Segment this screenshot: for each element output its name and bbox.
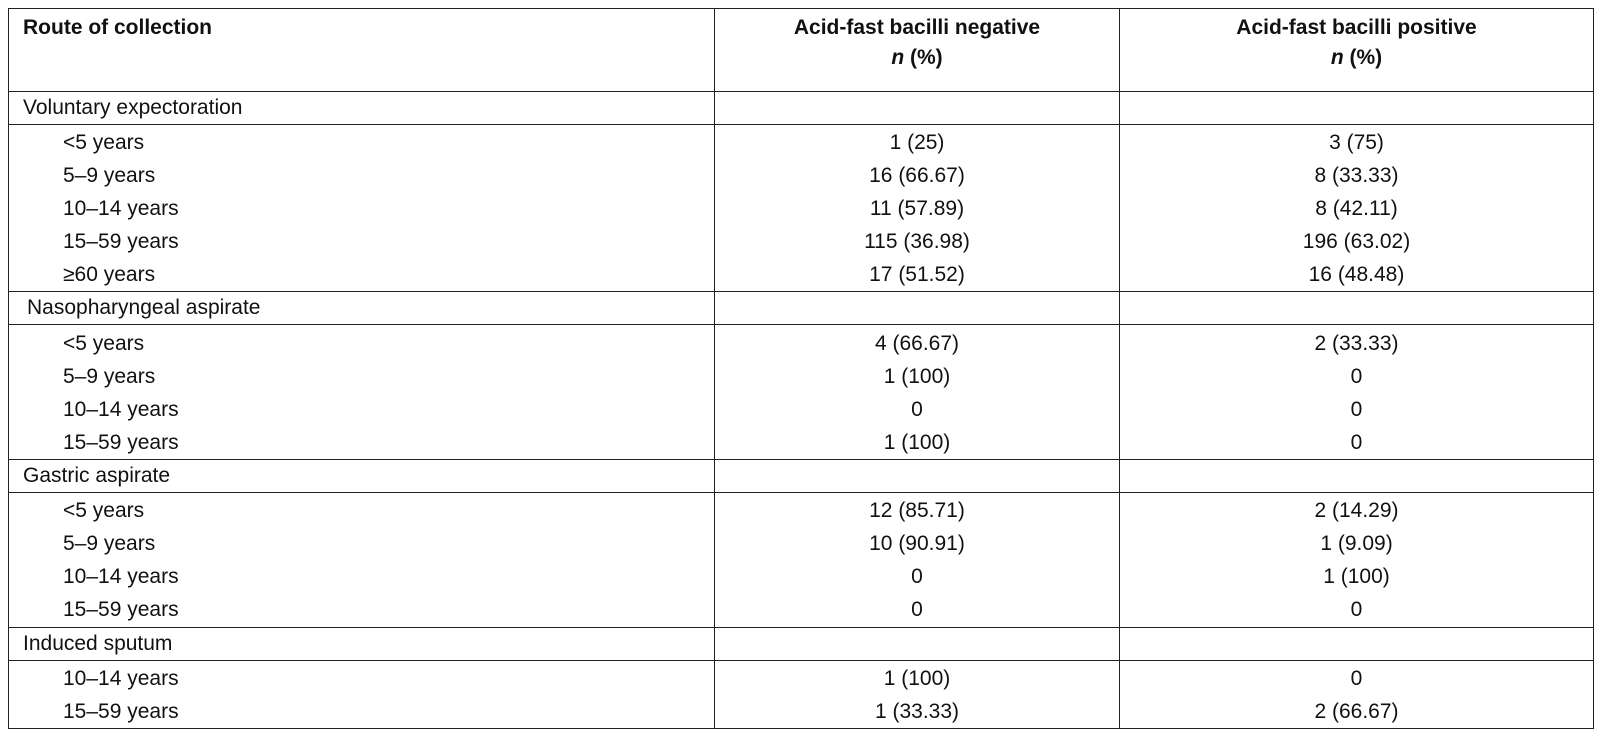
- group-nasopharyngeal-aspirate: [9, 292, 1594, 325]
- group-rows: [9, 660, 1594, 729]
- age-label: 10–14 years: [9, 660, 715, 695]
- table-row: [9, 528, 1594, 561]
- table-row: [9, 259, 1594, 292]
- header-n: n: [891, 46, 905, 69]
- afb-negative-value: 0: [715, 393, 1120, 426]
- afb-negative-value: 4 (66.67): [715, 325, 1120, 360]
- group-rows: [9, 325, 1594, 460]
- age-label: 15–59 years: [9, 426, 715, 459]
- table-row: [9, 561, 1594, 594]
- afb-negative-value: 12 (85.71): [715, 493, 1120, 528]
- table-row: [9, 594, 1594, 627]
- afb-negative-value: 16 (66.67): [715, 160, 1120, 193]
- afb-negative-value: 115 (36.98): [715, 226, 1120, 259]
- afb-positive-value: 2 (66.67): [1120, 695, 1594, 728]
- header-afb-negative: [715, 9, 1120, 92]
- age-label: 15–59 years: [9, 226, 715, 259]
- afb-negative-value: 1 (100): [715, 426, 1120, 459]
- afb-negative-value: 0: [715, 561, 1120, 594]
- afb-positive-value: 0: [1120, 660, 1594, 695]
- afb-positive-value: 8 (33.33): [1120, 160, 1594, 193]
- header-afb-negative-label: Acid-fast bacilli negative: [793, 16, 1041, 39]
- group-label: Induced sputum: [9, 627, 715, 660]
- age-label: 5–9 years: [9, 528, 715, 561]
- table-row: [9, 493, 1594, 528]
- table-row: [9, 226, 1594, 259]
- table-row: [9, 426, 1594, 459]
- group-induced-sputum: [9, 627, 1594, 660]
- afb-positive-value: 0: [1120, 426, 1594, 459]
- group-label: Nasopharyngeal aspirate: [9, 292, 715, 325]
- table-row: [9, 125, 1594, 160]
- header-afb-positive: [1120, 9, 1594, 92]
- table-row: [9, 360, 1594, 393]
- age-label: ≥60 years: [9, 259, 715, 292]
- header-pct: (%): [904, 46, 943, 69]
- header-n: n: [1330, 46, 1344, 69]
- table-row: [9, 160, 1594, 193]
- afb-positive-value: 1 (100): [1120, 561, 1594, 594]
- age-label: <5 years: [9, 325, 715, 360]
- header-route: Route of collection: [9, 9, 715, 92]
- age-label: <5 years: [9, 125, 715, 160]
- afb-positive-value: 3 (75): [1120, 125, 1594, 160]
- afb-negative-value: 11 (57.89): [715, 193, 1120, 226]
- table-row: [9, 695, 1594, 728]
- header-pct: (%): [1343, 46, 1383, 69]
- afb-positive-value: 16 (48.48): [1120, 259, 1594, 292]
- afb-positive-value: 2 (33.33): [1120, 325, 1594, 360]
- group-label: Gastric aspirate: [9, 460, 715, 493]
- group-gastric-aspirate: [9, 460, 1594, 493]
- age-label: 10–14 years: [9, 193, 715, 226]
- age-label: 5–9 years: [9, 360, 715, 393]
- header-afb-positive-label: Acid-fast bacilli positive: [1236, 16, 1477, 39]
- afb-negative-value: 17 (51.52): [715, 259, 1120, 292]
- table-row: [9, 660, 1594, 695]
- group-rows: [9, 493, 1594, 628]
- table-row: [9, 193, 1594, 226]
- group-rows: [9, 125, 1594, 292]
- age-label: 15–59 years: [9, 695, 715, 728]
- group-label: Voluntary expectoration: [9, 92, 715, 125]
- afb-positive-value: 0: [1120, 360, 1594, 393]
- age-label: 15–59 years: [9, 594, 715, 627]
- age-label: 5–9 years: [9, 160, 715, 193]
- age-label: 10–14 years: [9, 393, 715, 426]
- afb-positive-value: 2 (14.29): [1120, 493, 1594, 528]
- afb-positive-value: 0: [1120, 393, 1594, 426]
- afb-positive-value: 0: [1120, 594, 1594, 627]
- table-header: [9, 9, 1594, 92]
- age-label: 10–14 years: [9, 561, 715, 594]
- afb-negative-value: 1 (100): [715, 360, 1120, 393]
- group-voluntary-expectoration: [9, 92, 1594, 125]
- afb-negative-value: 1 (25): [715, 125, 1120, 160]
- afb-positive-value: 196 (63.02): [1120, 226, 1594, 259]
- age-label: <5 years: [9, 493, 715, 528]
- afb-negative-value: 1 (100): [715, 660, 1120, 695]
- afb-positive-value: 1 (9.09): [1120, 528, 1594, 561]
- afb-positive-value: 8 (42.11): [1120, 193, 1594, 226]
- afb-negative-value: 0: [715, 594, 1120, 627]
- afb-negative-value: 1 (33.33): [715, 695, 1120, 728]
- table-row: [9, 325, 1594, 360]
- afb-negative-value: 10 (90.91): [715, 528, 1120, 561]
- results-table: [8, 8, 1594, 729]
- table-row: [9, 393, 1594, 426]
